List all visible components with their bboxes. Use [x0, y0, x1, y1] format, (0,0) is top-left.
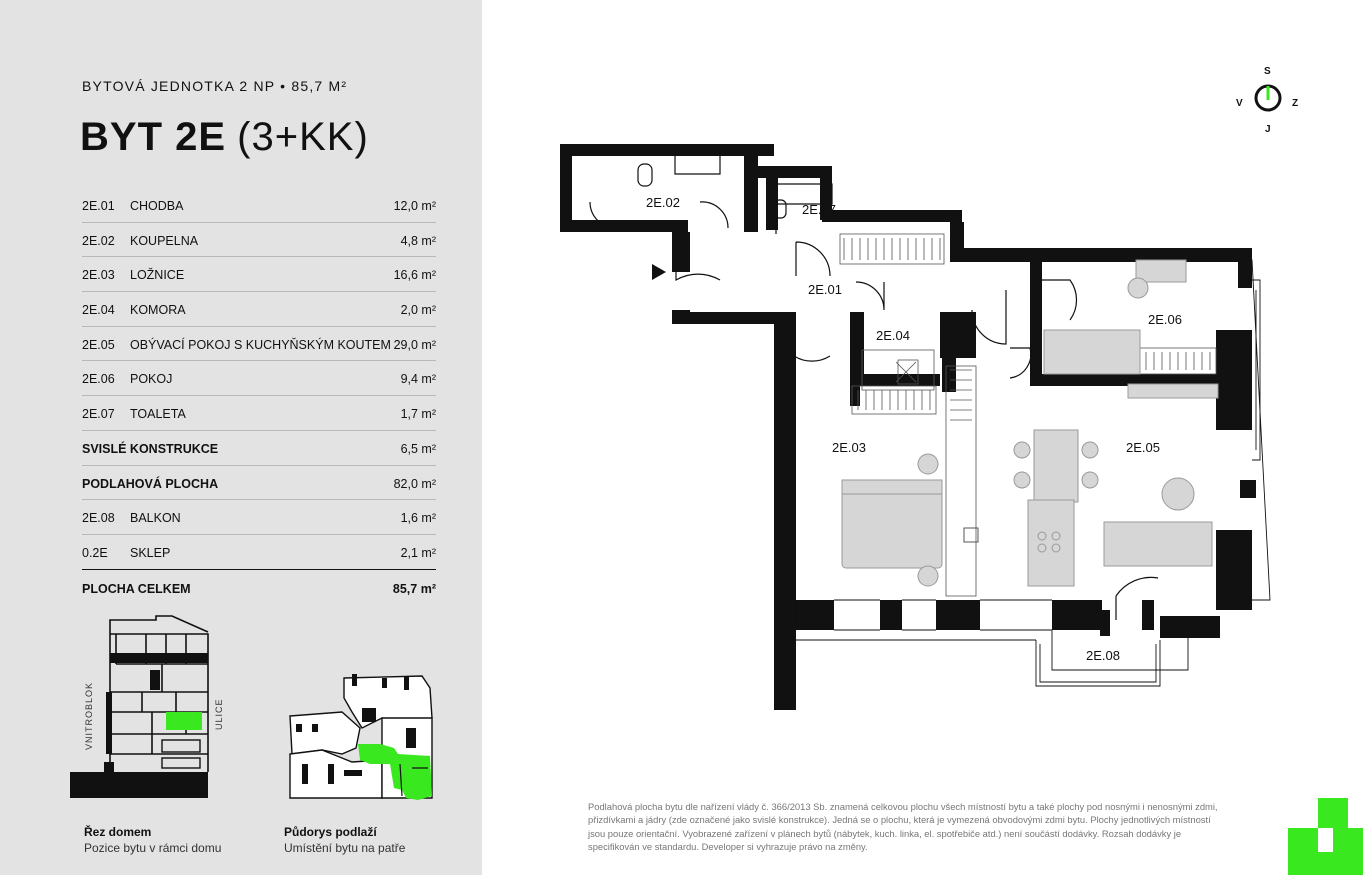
summary-area: 6,5 m² — [400, 441, 436, 456]
table-row — [82, 188, 436, 223]
unit-title-code: BYT 2E — [80, 115, 227, 159]
room-code: 2E.08 — [82, 511, 115, 526]
section-caption — [84, 824, 221, 856]
room-table — [82, 188, 436, 570]
room-name: KOMORA — [130, 303, 186, 318]
floorplan-caption-text: Umístění bytu na patře — [284, 841, 406, 855]
table-row — [82, 223, 436, 258]
table-row — [82, 535, 436, 570]
section-caption-title: Řez domem — [84, 825, 152, 839]
room-area: 12,0 m² — [393, 199, 436, 213]
section-left-label: VNITROBLOK — [84, 681, 94, 750]
room-name: LOŽNICE — [130, 268, 185, 283]
table-row — [82, 500, 436, 535]
table-row — [82, 396, 436, 431]
floor-overview-drawing — [282, 668, 442, 802]
room-code: 2E.05 — [82, 337, 115, 352]
summary-label: PODLAHOVÁ PLOCHA — [82, 476, 219, 491]
compass-east: Z — [1292, 98, 1299, 109]
unit-highlight — [166, 712, 202, 730]
room-name: SKLEP — [130, 545, 171, 560]
room-label-2e07: 2E.07 — [802, 202, 836, 217]
room-name: KOUPELNA — [130, 233, 199, 248]
room-area: 2,1 m² — [400, 545, 436, 560]
disclaimer-note: Podlahová plocha bytu dle nařízení vlády č. 366/2013 Sb. znamená celkovou plochu všech místností bytu a také plochy pod nosnými i nenosnými zdmi, přizdívkami a jádry (zde označené jako svislé konstrukce). Jedná se o plochu, která je vymezená obvodovými zdmi bytu. Plochy jednotlivých místností jsou pouze orientační. Vyobrazené zařízení v plánech bytů (nábytek, kuch. linka, el. spotřebiče atd.) není součástí dodávky. Rozsah dodávky je specifikován ve standardu. Developer si vyhrazuje právo na změny. — [588, 801, 1218, 852]
room-label-2e05: 2E.05 — [1126, 440, 1160, 455]
room-label-2e02: 2E.02 — [646, 195, 680, 210]
room-area: 1,6 m² — [400, 511, 436, 526]
section-caption-text: Pozice bytu v rámci domu — [84, 841, 222, 855]
unit-title — [80, 112, 369, 162]
apartment-floor-plan — [540, 130, 1290, 710]
brand-logo — [1288, 796, 1363, 875]
room-area: 2,0 m² — [400, 303, 436, 318]
room-area: 9,4 m² — [400, 372, 436, 387]
room-code: 2E.02 — [82, 233, 115, 248]
unit-subtitle: BYTOVÁ JEDNOTKA 2 NP • 85,7 M² — [82, 78, 348, 94]
unit-title-type: (3+KK) — [237, 115, 369, 159]
room-code: 2E.06 — [82, 372, 115, 387]
table-row — [82, 327, 436, 362]
table-row — [82, 361, 436, 396]
table-row — [82, 292, 436, 327]
room-area: 29,0 m² — [393, 337, 436, 352]
room-area: 16,6 m² — [393, 268, 436, 283]
room-code: 2E.07 — [82, 407, 115, 422]
room-code: 0.2E — [82, 545, 108, 560]
compass-south: J — [1265, 124, 1271, 135]
floorplan-caption-title: Půdorys podlaží — [284, 825, 377, 839]
room-label-2e01: 2E.01 — [808, 282, 842, 297]
room-name: TOALETA — [130, 407, 186, 422]
room-code: 2E.01 — [82, 199, 115, 213]
room-label-2e06: 2E.06 — [1148, 312, 1182, 327]
room-name: BALKON — [130, 511, 181, 526]
room-name: POKOJ — [130, 372, 173, 387]
room-label-2e08: 2E.08 — [1086, 648, 1120, 663]
room-area: 4,8 m² — [400, 233, 436, 248]
summary-area: 82,0 m² — [393, 476, 436, 491]
total-label: PLOCHA CELKEM — [82, 582, 191, 596]
room-area: 1,7 m² — [400, 407, 436, 422]
section-right-label: ULICE — [214, 698, 224, 730]
compass-icon — [1228, 60, 1308, 136]
room-label-2e04: 2E.04 — [876, 328, 910, 343]
compass-north: S — [1264, 66, 1271, 77]
walls — [560, 144, 1256, 710]
total-area: 85,7 m² — [392, 582, 436, 596]
room-code: 2E.04 — [82, 303, 115, 318]
floorplan-caption — [284, 824, 405, 856]
total-row — [82, 582, 436, 596]
summary-row — [82, 431, 436, 466]
room-name: CHODBA — [130, 199, 184, 213]
room-label-2e03: 2E.03 — [832, 440, 866, 455]
table-row — [82, 257, 436, 292]
summary-row — [82, 466, 436, 501]
summary-label: SVISLÉ KONSTRUKCE — [82, 441, 219, 456]
entrance-arrow-icon — [652, 264, 666, 280]
compass-west: V — [1236, 98, 1243, 109]
room-name: OBÝVACÍ POKOJ S KUCHYŇSKÝM KOUTEM — [130, 337, 391, 352]
room-code: 2E.03 — [82, 268, 115, 283]
